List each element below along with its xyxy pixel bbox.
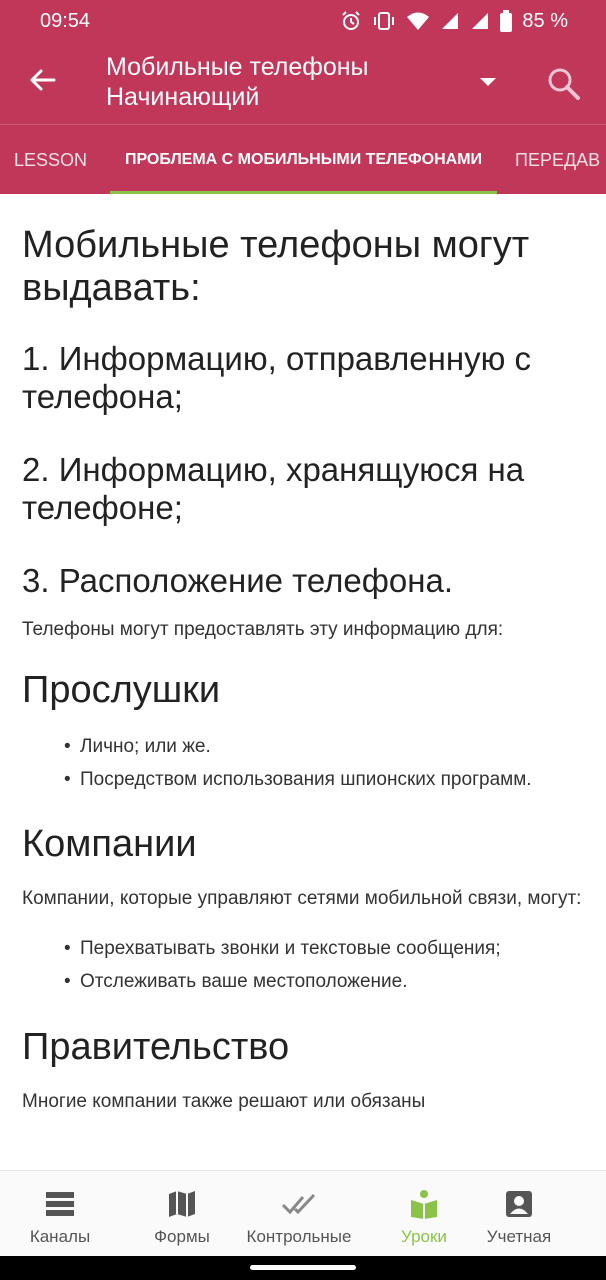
- section-title-companies: Компании: [22, 823, 197, 865]
- lesson-heading: Мобильные телефоны могут выдавать:: [22, 224, 530, 309]
- home-gesture-pill[interactable]: [250, 1265, 356, 1270]
- lesson-content: [22, 194, 588, 1118]
- lesson-point-1: 1. Информацию, отправленную с телефона;: [22, 340, 532, 415]
- companies-list: [22, 932, 588, 998]
- wifi-icon: [406, 11, 430, 31]
- nav-account[interactable]: [474, 1171, 564, 1257]
- checklist-icon: [281, 1189, 317, 1219]
- status-time: 09:54: [40, 9, 91, 32]
- list-item: • Посредством использования шпионских программ.: [80, 763, 588, 796]
- tab-lesson[interactable]: LESSON: [14, 149, 88, 170]
- toolbar-title-line2: Начинающий: [106, 83, 260, 111]
- battery-icon: [500, 10, 512, 32]
- search-button[interactable]: [540, 60, 588, 108]
- list-item: • Отслеживать ваше местоположение.: [80, 965, 588, 998]
- channels-icon: [44, 1189, 76, 1219]
- alarm-icon: [340, 10, 362, 32]
- back-button[interactable]: [22, 60, 62, 100]
- list-item: • Перехватывать звонки и текстовые сообщения;: [80, 932, 588, 965]
- signal-icon: [440, 11, 460, 31]
- nav-label: Контрольные: [246, 1227, 352, 1246]
- nav-forms[interactable]: [134, 1171, 230, 1257]
- tab-next[interactable]: ПЕРЕДАВ: [515, 149, 601, 170]
- tab-bar: [0, 124, 606, 194]
- government-text: Многие компании также решают или обязаны: [22, 1091, 426, 1112]
- bottom-navigation: [0, 1170, 606, 1256]
- intro-text: Телефоны могут предоставлять эту информацию для:: [22, 619, 504, 640]
- map-icon: [167, 1189, 197, 1219]
- caret-down-icon: [479, 77, 497, 87]
- nav-label: Уроки: [401, 1227, 447, 1246]
- arrow-left-icon: [28, 68, 56, 92]
- toolbar-title[interactable]: [106, 52, 369, 112]
- battery-percent: 85 %: [522, 9, 568, 32]
- lesson-point-3: 3. Расположение телефона.: [22, 562, 454, 599]
- nav-label: Учетная: [486, 1227, 552, 1246]
- list-item: • Лично; или же.: [80, 730, 588, 763]
- section-title-wiretap: Прослушки: [22, 669, 221, 711]
- nav-lessons[interactable]: [376, 1171, 472, 1257]
- tab-mobile-problem[interactable]: ПРОБЛЕМА С МОБИЛЬНЫМИ ТЕЛЕФОНАМИ: [124, 151, 483, 168]
- app-bar: [0, 42, 606, 124]
- nav-checklists[interactable]: [238, 1171, 360, 1257]
- status-bar: [0, 0, 606, 42]
- nav-channels[interactable]: [12, 1171, 108, 1257]
- companies-text: Компании, которые управляют сетями мобильной связи, могут:: [22, 888, 582, 909]
- nav-label: Каналы: [29, 1227, 91, 1246]
- wiretap-list: [22, 730, 588, 796]
- account-icon: [505, 1189, 533, 1219]
- title-dropdown-button[interactable]: [468, 62, 508, 102]
- section-title-government: Правительство: [22, 1026, 290, 1068]
- lesson-point-2: 2. Информацию, хранящуюся на телефоне;: [22, 451, 525, 526]
- toolbar-title-line1: Мобильные телефоны: [106, 53, 369, 81]
- vibrate-icon: [372, 10, 396, 32]
- lessons-icon: [409, 1189, 439, 1219]
- search-icon: [546, 66, 582, 102]
- status-icons: [340, 10, 568, 33]
- nav-label: Формы: [154, 1227, 210, 1246]
- signal-icon-2: [470, 11, 490, 31]
